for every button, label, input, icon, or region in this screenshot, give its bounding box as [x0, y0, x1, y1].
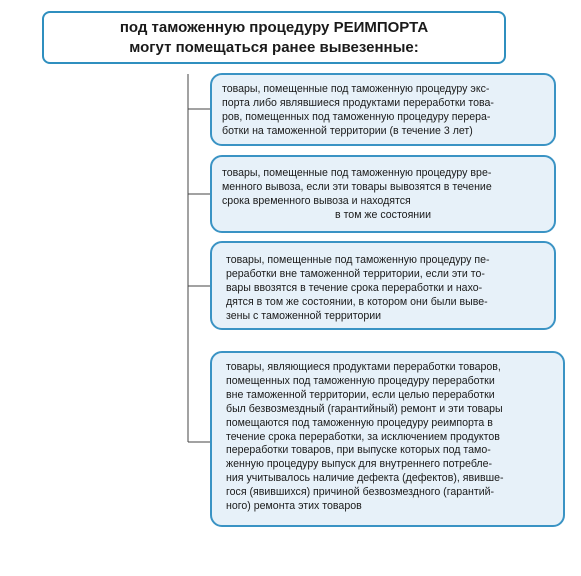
- item-text-line: течение срока переработки, за исключением продуктов: [226, 430, 500, 443]
- title-line-2: могут помещаться ранее вывезенные:: [129, 38, 419, 56]
- item-box-temporary-export: [210, 155, 556, 233]
- item-text-line: ботки на таможенной территории (в течение 3 лет): [222, 124, 473, 137]
- item-text-line: товары, являющиеся продуктами переработки товаров,: [226, 361, 501, 373]
- item-text-line: женную процедуру выпуск для внутреннего потребле-: [226, 458, 493, 471]
- item-box-processing-outside: [210, 241, 556, 330]
- item-text-line: ния учитывалось наличие дефекта (дефектов), явивше-: [226, 472, 504, 485]
- title-line-1: под таможенную процедуру РЕИМПОРТА: [119, 18, 429, 36]
- item-text-line: гося (явившихся) причиной безвозмездного (гарантий-: [226, 486, 495, 499]
- item-text-line: помещенных под таможенную процедуру переработки: [226, 374, 495, 387]
- item-text-line: вне таможенной территории, если целью переработки: [226, 388, 495, 401]
- item-text-line: реработки вне таможенной территории, если эти то-: [226, 267, 485, 280]
- item-text-line: переработки товаров, при выпуске которых под тамо-: [226, 444, 491, 457]
- item-text-line: помещаются под таможенную процедуру реимпорта в: [226, 416, 493, 429]
- item-text-line: срока временного вывоза и находятся: [222, 194, 411, 207]
- item-text-line: вары ввозятся в течение срока переработки и нахо-: [226, 281, 483, 294]
- item-text-line: ного) ремонта этих товаров: [226, 500, 362, 513]
- item-text-line: товары, помещенные под таможенную процедуру пе-: [226, 254, 490, 266]
- item-text-line: был безвозмездный (гарантийный) ремонт и эти товары: [226, 402, 503, 415]
- title-box: [42, 11, 506, 64]
- item-text-line: зены с таможенной территории: [226, 309, 382, 322]
- item-box-export: [210, 73, 556, 146]
- item-text-line: товары, помещенные под таможенную процедуру вре-: [222, 167, 492, 179]
- item-text-line: ров, помещенных под таможенную процедуру перера-: [222, 110, 491, 123]
- item-text-line: порта либо являвшиеся продуктами переработки това-: [222, 96, 494, 109]
- item-text-line: в том же состоянии: [335, 208, 431, 221]
- item-text-line: дятся в том же состоянии, в котором они были выве-: [226, 295, 488, 308]
- item-text-line: менного вывоза, если эти товары вывозятся в течение: [222, 180, 492, 193]
- item-text-line: товары, помещенные под таможенную процедуру экс-: [222, 83, 490, 95]
- item-box-warranty-repair: [210, 351, 565, 527]
